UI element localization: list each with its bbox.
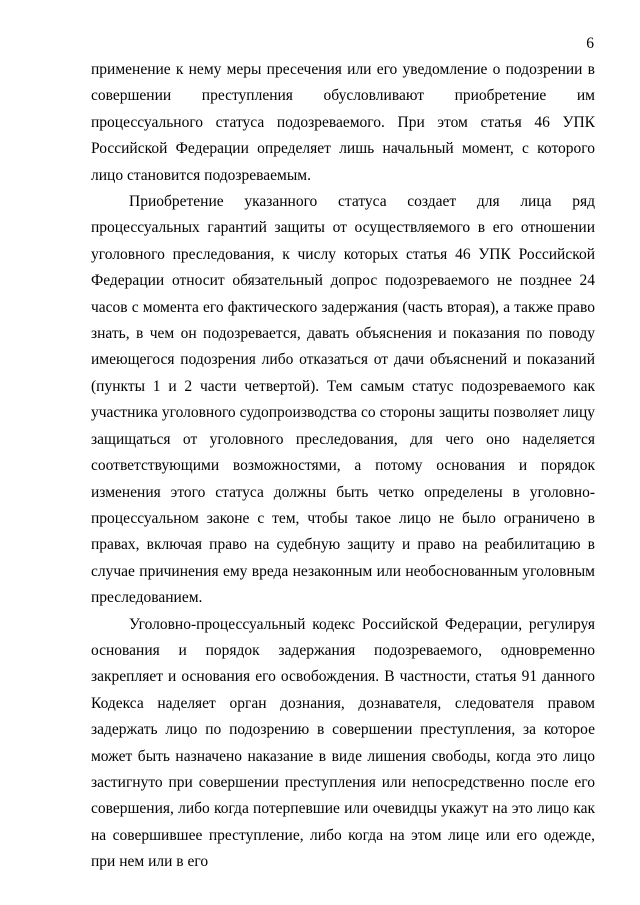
paragraph-detention-grounds: Уголовно-процессуальный кодекс Российской Федерации, регулируя основания и порядок задержания подозреваемого, одновременно закрепляет и основания его освобождения. В частности, статья 91 данного Кодекса наделяет орган дознания, дознавателя, следователя правом задержать лицо по подозрению в совершении преступления, за которое может быть назначено наказание в виде лишения свободы, когда это лицо застигнуто при совершении преступления или непосредственно после его совершения, либо когда потерпевшие или очевидцы укажут на это лицо как на совершившее преступление, либо когда на этом лице или его одежде, при нем или в его (91, 615, 595, 871)
paragraph-suspect-status: Приобретение указанного статуса создает для лица ряд процессуальных гарантий защиты от осуществляемого в его отношении уголовного преследования, к числу которых статья 46 УПК Российской Федерации относит обязательный допрос подозреваемого не позднее 24 часов с момента его фактического задержания (часть вторая), а также право знать, в чем он подозревается, давать объяснения и показания по поводу имеющегося подозрения либо отказаться от дачи объяснений и показаний (пункты 1 и 2 части четвертой). Тем самым статус подозреваемого как участника уголовного судопроизводства со стороны защиты позволяет лицу защищаться от уголовного преследования, для чего оно наделяется соответствующими возможностями, а потому основания и порядок изменения этого статуса должны быть четко определены в уголовно-процессуальном законе с тем, чтобы такое лицо не было ограничено в правах, включая право на судебную защиту и право на реабилитацию в случае причинения ему вреда незаконным или необоснованным уголовным преследованием. (91, 193, 595, 607)
document-body (91, 57, 595, 876)
paragraph-continuation: применение к нему меры пресечения или его уведомление о подозрении в совершении преступления обусловливают приобретение им процессуального статуса подозреваемого. При этом статья 46 УПК Российской Федерации определяет лишь начальный момент, с которого лицо становится подозреваемым. (91, 61, 595, 184)
page-number: 6 (586, 35, 594, 52)
